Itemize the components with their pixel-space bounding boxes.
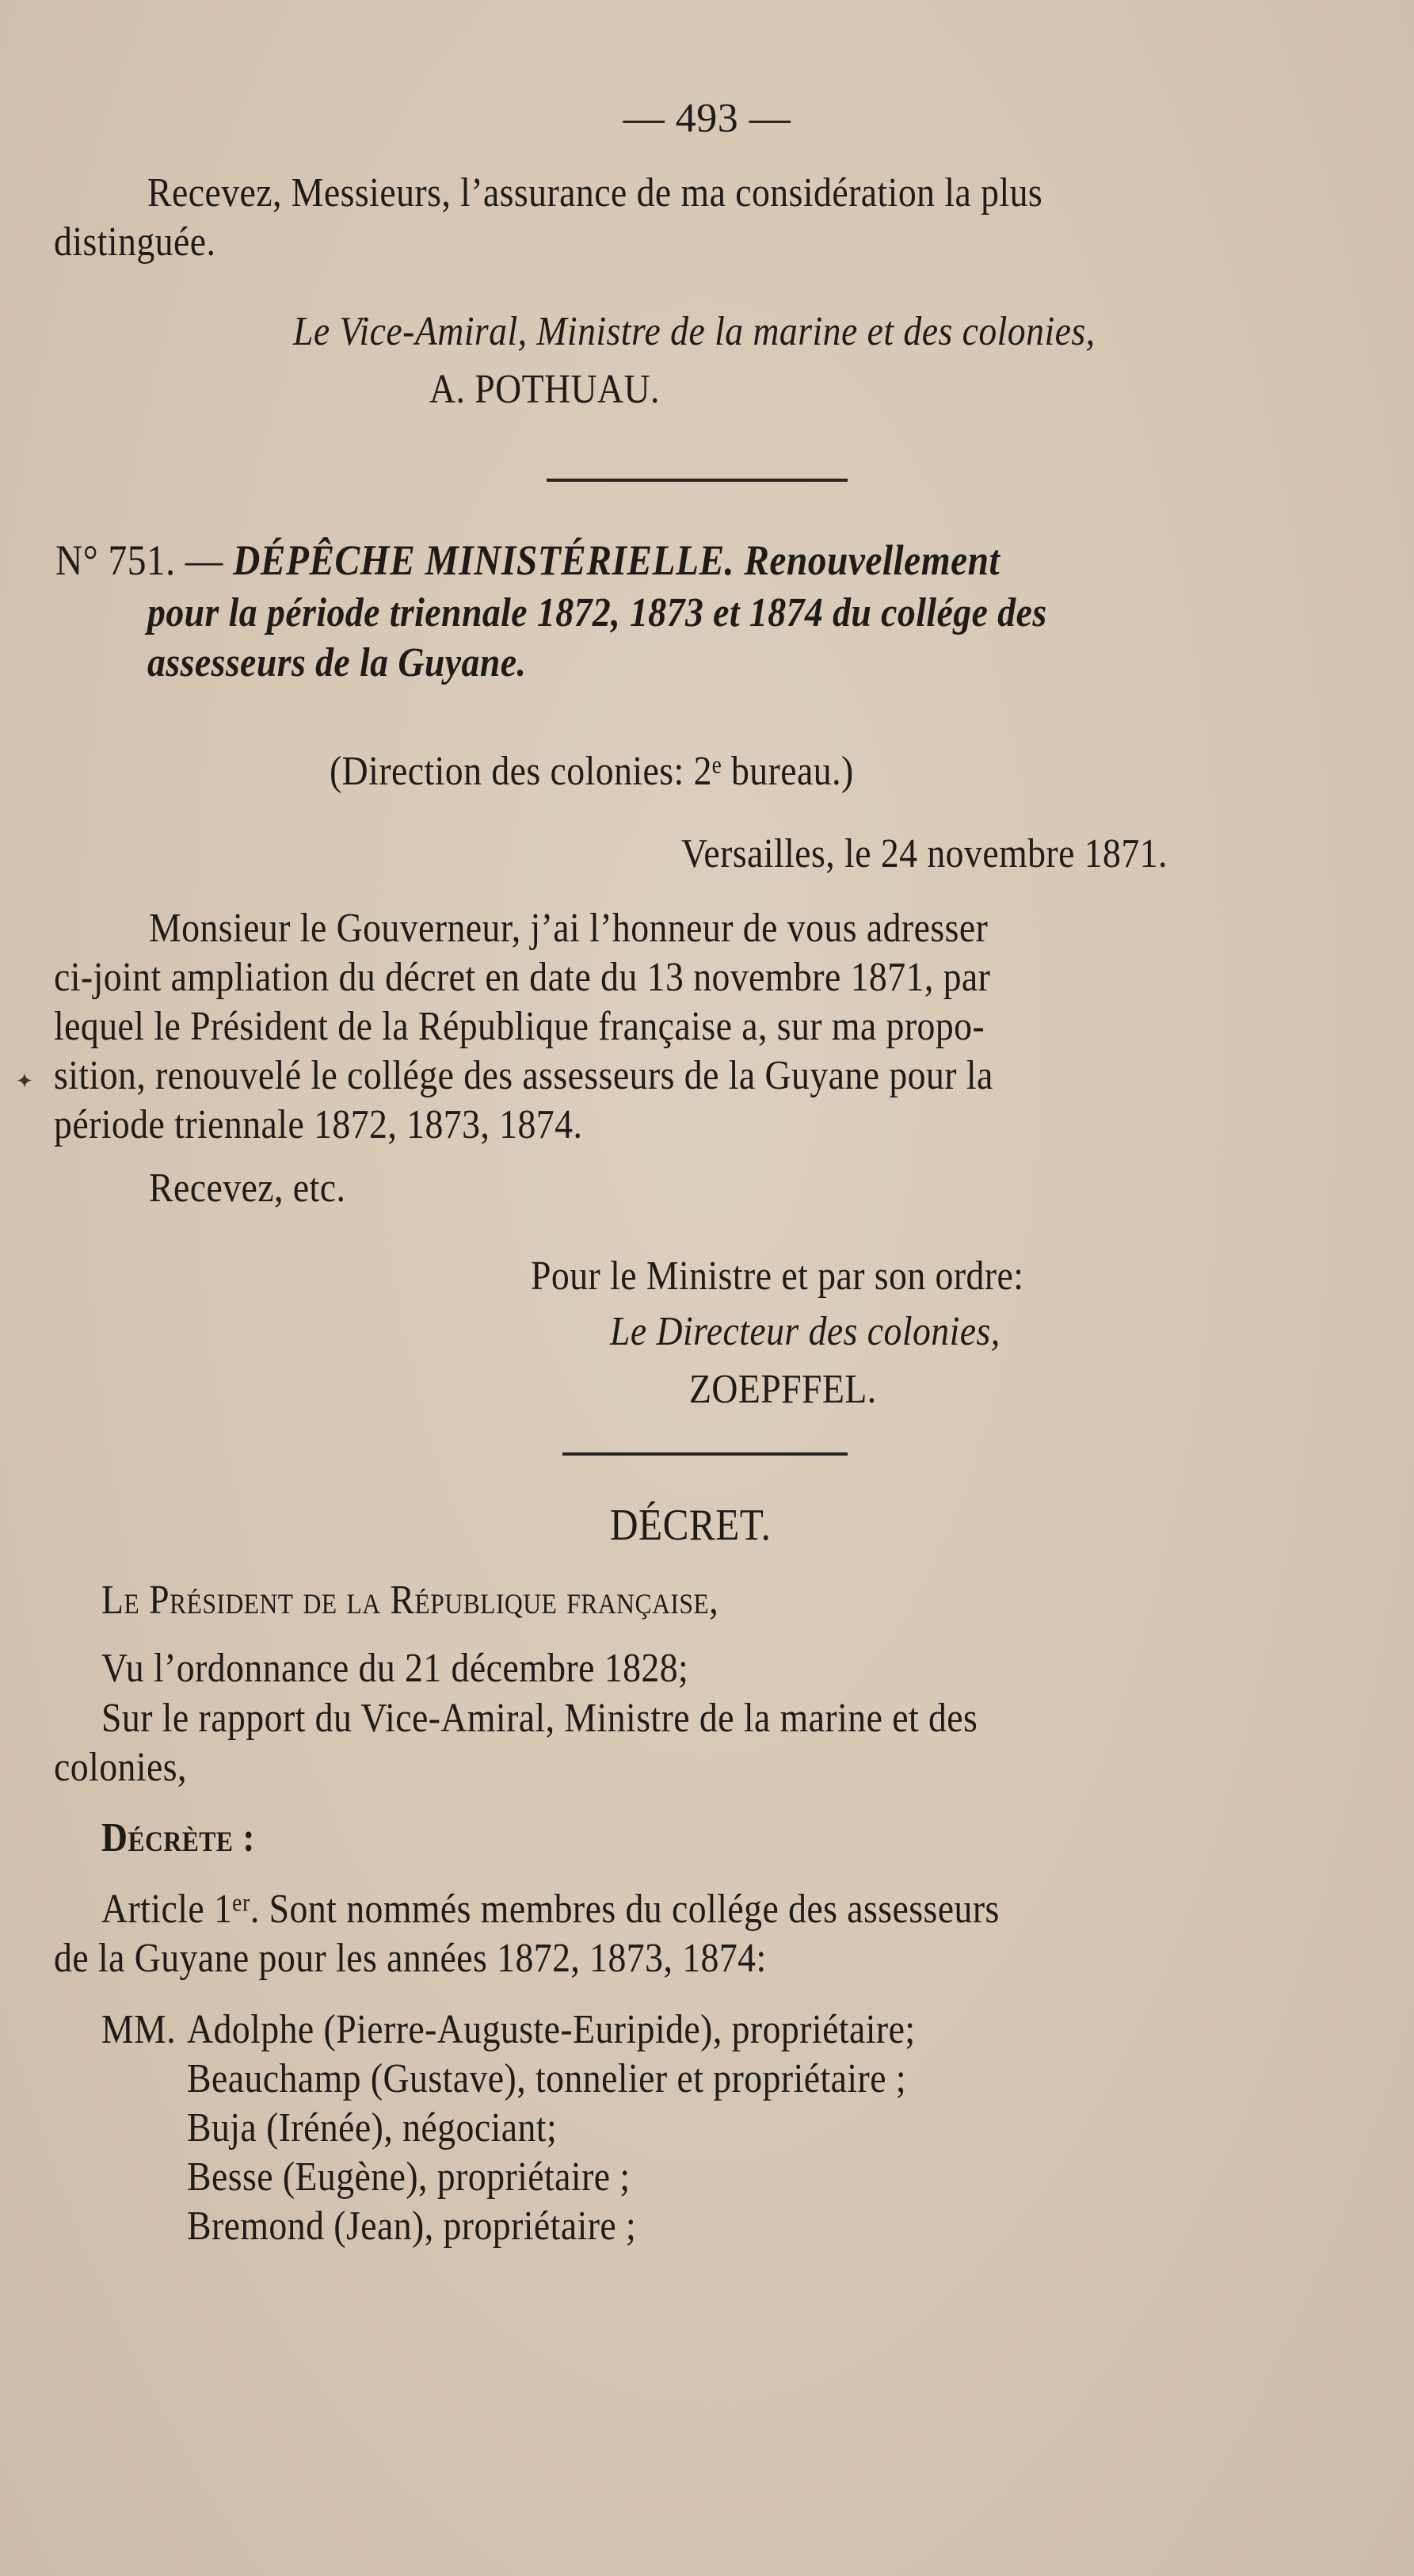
member-item-4: Besse (Eugène), propriétaire ; [187, 2154, 631, 2200]
despatch-subject-line-2: pour la période triennale 1872, 1873 et 1874 du collége des [147, 590, 1047, 635]
signer-name: A. POTHUAU. [429, 367, 660, 412]
members-prefix: MM. [101, 2007, 177, 2052]
signer-title: Le Vice-Amiral, Ministre de la marine et des colonies, [293, 309, 1096, 354]
decree-sur-line-2: colonies, [54, 1745, 187, 1790]
closing-line-1: Recevez, Messieurs, l’assurance de ma considération la plus [147, 170, 1043, 216]
member-item-1: Adolphe (Pierre-Auguste-Euripide), propriétaire; [187, 2007, 916, 2052]
despatch-subject-line-3: assesseurs de la Guyane. [147, 640, 527, 685]
margin-mark: ✦ [16, 1070, 33, 1093]
director-title: Le Directeur des colonies, [610, 1309, 1000, 1354]
despatch-body-line-4: sition, renouvelé le collége des assesseurs de la Guyane pour la [54, 1053, 993, 1098]
despatch-title: DÉPÊCHE MINISTÉRIELLE. [233, 536, 734, 584]
salutation: Recevez, etc. [149, 1166, 346, 1211]
despatch-body-line-2: ci-joint ampliation du décret en date du 13 novembre 1871, par [54, 955, 991, 1000]
despatch-date: Versailles, le 24 novembre 1871. [681, 831, 1168, 876]
decree-divider [562, 1452, 848, 1456]
decree-vu: Vu l’ordonnance du 21 décembre 1828; [101, 1646, 689, 1691]
article-line-2: de la Guyane pour les années 1872, 1873, 1874: [54, 1936, 767, 1981]
decree-president: Le Président de la République française, [101, 1578, 719, 1623]
decree-sur-line-1: Sur le rapport du Vice-Amiral, Ministre de la marine et des [101, 1696, 978, 1741]
member-item-2: Beauchamp (Gustave), tonnelier et propriétaire ; [187, 2056, 906, 2101]
member-item-3: Buja (Irénée), négociant; [187, 2105, 558, 2150]
page-number: — 493 — [623, 96, 791, 141]
decree-decrete: Décrète : [101, 1815, 255, 1860]
despatch-body-line-1: Monsieur le Gouverneur, j’ai l’honneur de vous adresser [149, 906, 989, 951]
for-minister-line: Pour le Ministre et par son ordre: [531, 1254, 1024, 1299]
director-name: ZOEPFFEL. [689, 1367, 877, 1412]
despatch-body-line-5: période triennale 1872, 1873, 1874. [54, 1102, 583, 1147]
closing-line-2: distinguée. [54, 219, 216, 265]
despatch-body-line-3: lequel le Président de la République française a, sur ma propo- [54, 1004, 985, 1049]
despatch-number: N° 751. — [55, 536, 223, 584]
section-divider [547, 479, 848, 482]
decree-title: DÉCRET. [610, 1501, 772, 1550]
article-line-1: Article 1ᵉʳ. Sont nommés membres du collége des assesseurs [101, 1887, 1000, 1932]
member-item-5: Bremond (Jean), propriétaire ; [187, 2204, 637, 2249]
despatch-subject-start: Renouvellement [744, 536, 1000, 584]
despatch-heading [55, 535, 1000, 586]
direction-line: (Direction des colonies: 2ᵉ bureau.) [330, 749, 854, 794]
